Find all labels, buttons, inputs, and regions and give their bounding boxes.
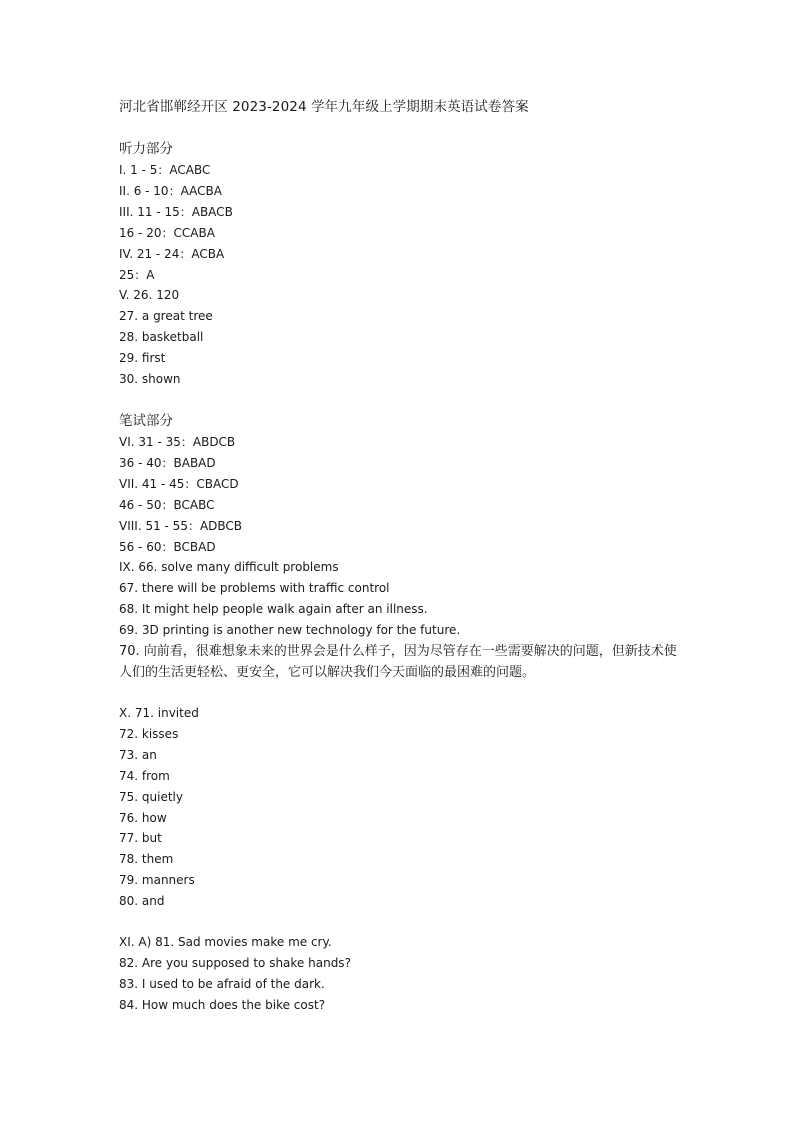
answer-line: 56 - 60：BCBAD <box>119 539 216 554</box>
answer-line: 77. but <box>119 831 162 846</box>
answer-line: III. 11 - 15：ABACB <box>119 204 233 219</box>
answer-line: 29. first <box>119 351 166 366</box>
document-title: 河北省邯郸经开区 2023-2024 学年九年级上学期期末英语试卷答案 <box>119 99 529 115</box>
answer-line: VIII. 51 - 55：ADBCB <box>119 518 243 533</box>
answer-line: 75. quietly <box>119 789 183 804</box>
answer-line: 36 - 40：BABAD <box>119 455 216 470</box>
answer-line: II. 6 - 10：AACBA <box>119 183 222 198</box>
answer-line: VII. 41 - 45：CBACD <box>119 476 239 491</box>
answer-line: 46 - 50：BCABC <box>119 497 215 512</box>
answer-line: 82. Are you supposed to shake hands? <box>119 956 351 970</box>
answer-line: 30. shown <box>119 372 181 387</box>
answer-line: 25：A <box>119 267 155 282</box>
answer-line: 67. there will be problems with traffic control <box>119 581 390 596</box>
answer-line: 84. How much does the bike cost? <box>119 997 326 1012</box>
answer-line: IV. 21 - 24：ACBA <box>119 246 225 261</box>
answer-line: 16 - 20：CCABA <box>119 225 215 240</box>
listening-heading: 听力部分 <box>119 141 173 157</box>
answer-line: 72. kisses <box>119 726 179 741</box>
answer-line: X. 71. invited <box>119 706 199 721</box>
written-section <box>119 410 689 683</box>
answer-line: 74. from <box>119 768 170 783</box>
answer-line: 78. them <box>119 852 174 867</box>
answer-line: V. 26. 120 <box>119 288 180 303</box>
answer-line: 76. how <box>119 810 167 825</box>
section-xi <box>119 932 689 1016</box>
answer-line: 79. manners <box>119 873 195 888</box>
written-heading: 笔试部分 <box>119 412 173 429</box>
answer-sheet-page <box>119 96 689 1016</box>
section-x <box>119 703 689 912</box>
section-spacer <box>119 912 689 932</box>
answer-line: 27. a great tree <box>119 309 213 324</box>
answer-line: 80. and <box>119 894 165 909</box>
section-spacer <box>119 390 689 410</box>
answer-line: I. 1 - 5：ACABC <box>119 163 211 177</box>
answer-line: VI. 31 - 35：ABDCB <box>119 434 236 449</box>
answer-line: 28. basketball <box>119 330 204 345</box>
answer-line: 69. 3D printing is another new technology for the future. <box>119 623 461 638</box>
listening-section <box>119 138 689 390</box>
section-spacer <box>119 683 689 703</box>
answer-line: IX. 66. solve many difficult problems <box>119 560 339 575</box>
answer-line: 83. I used to be afraid of the dark. <box>119 976 325 991</box>
answer-line: 73. an <box>119 747 157 762</box>
answer-line: 68. It might help people walk again after an illness. <box>119 602 428 617</box>
translation-answer: 70. 向前看，很难想象未来的世界会是什么样子，因为尽管存在一些需要解决的问题，但新技术使人们的生活更轻松、更安全，它可以解决我们今天面临的最困难的问题。 <box>119 644 677 681</box>
answer-line: XI. A) 81. Sad movies make me cry. <box>119 935 332 950</box>
